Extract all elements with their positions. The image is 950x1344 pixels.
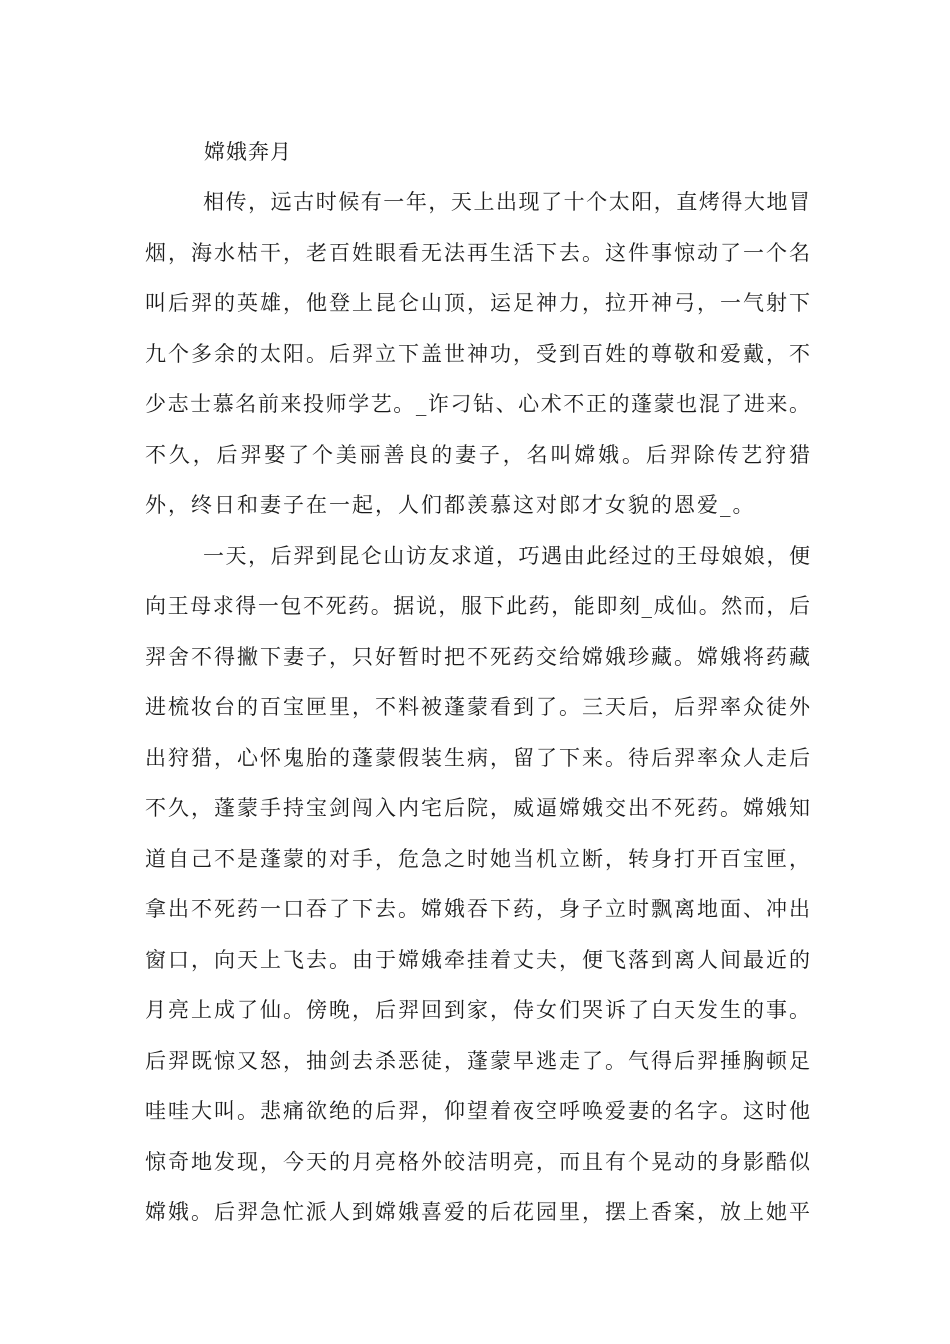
text-line: 烟，海水枯干，老百姓眼看无法再生活下去。这件事惊动了一个名	[145, 240, 810, 265]
text-line: 相传，远古时候有一年，天上出现了十个太阳，直烤得大地冒	[203, 190, 810, 214]
text-line: 哇哇大叫。悲痛欲绝的后羿，仰望着夜空呼唤爱妻的名字。这时他	[145, 1099, 810, 1123]
text-line: 出狩猎，心怀鬼胎的蓬蒙假装生病，留了下来。待后羿率众人走后	[145, 745, 810, 770]
document-title: 嫦娥奔月	[204, 140, 292, 164]
document-body	[145, 180, 810, 1241]
text-line: 不久，蓬蒙手持宝剑闯入内宅后院，威逼嫦娥交出不死药。嫦娥知	[145, 796, 810, 820]
text-line: 九个多余的太阳。后羿立下盖世神功，受到百姓的尊敬和爱戴，不	[145, 341, 810, 366]
text-line: 窗口，向天上飞去。由于嫦娥牵挂着丈夫，便飞落到离人间最近的	[145, 947, 810, 972]
text-line: 道自己不是蓬蒙的对手，危急之时她当机立断，转身打开百宝匣，	[145, 846, 810, 871]
text-line: 惊奇地发现，今天的月亮格外皎洁明亮，而且有个晃动的身影酷似	[145, 1149, 810, 1174]
text-line: 嫦娥。后羿急忙派人到嫦娥喜爱的后花园里，摆上香案，放上她平	[145, 1200, 810, 1224]
text-line: 后羿既惊又怒，抽剑去杀恶徒，蓬蒙早逃走了。气得后羿捶胸顿足	[145, 1048, 810, 1073]
text-line: 月亮上成了仙。傍晚，后羿回到家，侍女们哭诉了白天发生的事。	[145, 998, 810, 1022]
text-line: 进梳妆台的百宝匣里，不料被蓬蒙看到了。三天后，后羿率众徒外	[145, 695, 810, 719]
text-line: 向王母求得一包不死药。据说，服下此药，能即刻_成仙。然而，后	[145, 594, 810, 618]
text-line: 少志士慕名前来投师学艺。_诈刁钻、心术不正的蓬蒙也混了进来。	[145, 392, 810, 416]
text-line: 一天，后羿到昆仑山访友求道，巧遇由此经过的王母娘娘，便	[203, 543, 810, 568]
text-line: 羿舍不得撇下妻子，只好暂时把不死药交给嫦娥珍藏。嫦娥将药藏	[145, 644, 810, 669]
text-line: 不久，后羿娶了个美丽善良的妻子，名叫嫦娥。后羿除传艺狩猎	[145, 442, 810, 467]
text-line: 外，终日和妻子在一起，人们都羡慕这对郎才女貌的恩爱_。	[145, 493, 756, 517]
text-line: 叫后羿的英雄，他登上昆仑山顶，运足神力，拉开神弓，一气射下	[145, 291, 810, 315]
text-line: 拿出不死药一口吞了下去。嫦娥吞下药，身子立时飘离地面、冲出	[145, 897, 810, 921]
